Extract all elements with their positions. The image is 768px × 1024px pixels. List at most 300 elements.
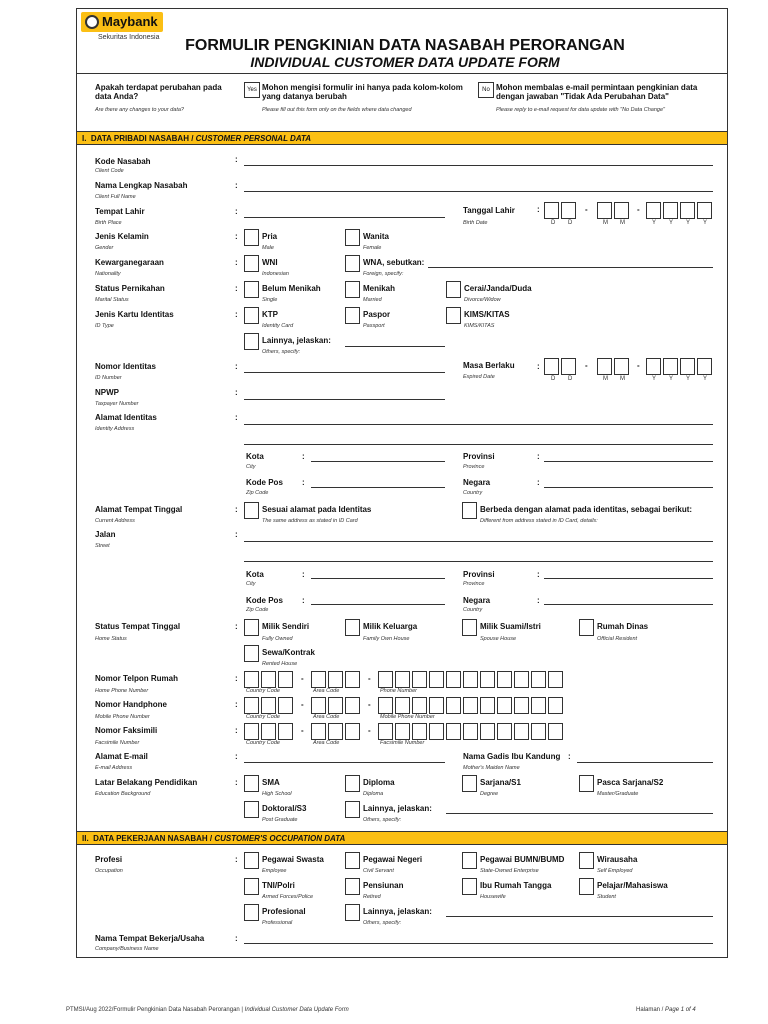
home-phone-label: Nomor Telpon Rumah bbox=[95, 674, 178, 683]
footer-page-label: Halaman / bbox=[636, 1007, 666, 1013]
street-input-2[interactable] bbox=[244, 561, 713, 562]
private-employee-checkbox[interactable] bbox=[244, 852, 259, 869]
fax-pn-box-9[interactable] bbox=[514, 723, 529, 740]
country-label: Negara bbox=[463, 478, 491, 487]
education-label: Latar Belakang Pendidikan bbox=[95, 778, 198, 787]
passport-label-en: Passport bbox=[363, 323, 385, 329]
mobile-phone-label: Nomor Handphone bbox=[95, 700, 167, 709]
home-pn-box-3[interactable] bbox=[412, 671, 427, 688]
birth-place-input[interactable] bbox=[244, 217, 445, 218]
mobile-pn-box-11[interactable] bbox=[548, 697, 563, 714]
s2-checkbox[interactable] bbox=[579, 775, 594, 792]
sma-label: SMA bbox=[262, 778, 280, 787]
colon: : bbox=[302, 570, 305, 579]
sma-label-en: High School bbox=[262, 791, 292, 797]
male-label: Pria bbox=[262, 232, 278, 241]
self-employed-label-en: Self Employed bbox=[597, 868, 633, 874]
mobile-pn-box-5[interactable] bbox=[446, 697, 461, 714]
city-label: Kota bbox=[246, 570, 264, 579]
edu-other-input[interactable] bbox=[446, 813, 713, 814]
mother-name-input[interactable] bbox=[577, 762, 713, 763]
divorced-checkbox[interactable] bbox=[446, 281, 461, 298]
spouse-owned-checkbox[interactable] bbox=[462, 619, 477, 636]
housewife-label-en: Housewife bbox=[480, 894, 506, 900]
owned-label: Milik Sendiri bbox=[262, 622, 310, 631]
fax-pn-box-5[interactable] bbox=[446, 723, 461, 740]
single-label: Belum Menikah bbox=[262, 284, 321, 293]
city-input[interactable] bbox=[311, 461, 445, 462]
fax-pn-box-3[interactable] bbox=[412, 723, 427, 740]
birth-year-box-3[interactable] bbox=[680, 202, 695, 219]
fax-pn-box-6[interactable] bbox=[463, 723, 478, 740]
birth-day-box-2[interactable] bbox=[561, 202, 576, 219]
city-label: Kota bbox=[246, 452, 264, 461]
married-label: Menikah bbox=[363, 284, 396, 293]
edu-other-label: Lainnya, jelaskan: bbox=[363, 804, 432, 813]
birth-place-label-en: Birth Place bbox=[95, 220, 122, 226]
colon: : bbox=[537, 452, 540, 461]
passport-label: Paspor bbox=[363, 310, 391, 319]
s1-label: Sarjana/S1 bbox=[480, 778, 521, 787]
military-police-checkbox[interactable] bbox=[244, 878, 259, 895]
dash: - bbox=[585, 361, 588, 370]
s3-checkbox[interactable] bbox=[244, 801, 259, 818]
home-pn-box-5[interactable] bbox=[446, 671, 461, 688]
email-label-en: E-mail Address bbox=[95, 765, 133, 771]
military-police-label-en: Armed Forces/Police bbox=[262, 894, 314, 900]
expiry-label: Masa Berlaku bbox=[463, 361, 515, 370]
education-label-en: Education Background bbox=[95, 791, 151, 797]
street-label: Jalan bbox=[95, 530, 116, 539]
expiry-label-en: Expired Date bbox=[463, 374, 495, 380]
date-hint-m: M bbox=[603, 220, 608, 226]
zip-label: Kode Pos bbox=[246, 478, 283, 487]
fax-cc-box-1[interactable] bbox=[244, 723, 259, 740]
id-other-checkbox[interactable] bbox=[244, 333, 259, 350]
change-question: Apakah terdapat perubahan pada data Anda? bbox=[95, 83, 222, 101]
dash: - bbox=[301, 700, 304, 709]
birth-day-box-1[interactable] bbox=[544, 202, 559, 219]
country-label: Negara bbox=[463, 596, 491, 605]
private-employee-label-en: Employee bbox=[262, 868, 287, 874]
country-input[interactable] bbox=[544, 604, 713, 605]
housewife-label: Ibu Rumah Tangga bbox=[480, 881, 552, 890]
colon: : bbox=[235, 726, 238, 735]
birth-year-box-4[interactable] bbox=[697, 202, 712, 219]
divorced-label: Cerai/Janda/Duda bbox=[464, 284, 532, 293]
s1-checkbox[interactable] bbox=[462, 775, 477, 792]
female-label-en: Female bbox=[363, 245, 382, 251]
housewife-checkbox[interactable] bbox=[462, 878, 477, 895]
id-other-input[interactable] bbox=[345, 346, 445, 347]
fax-pn-box-2[interactable] bbox=[395, 723, 410, 740]
birth-year-box-1[interactable] bbox=[646, 202, 661, 219]
country-input[interactable] bbox=[544, 487, 713, 488]
student-checkbox[interactable] bbox=[579, 878, 594, 895]
fax-number-hint: Facsimile Number bbox=[380, 740, 425, 746]
military-police-label: TNI/Polri bbox=[262, 881, 295, 890]
mobile-ac-box-3[interactable] bbox=[345, 697, 360, 714]
different-address-label-en: Different from address stated in ID Card, details: bbox=[480, 518, 598, 524]
mobile-pn-box-3[interactable] bbox=[412, 697, 427, 714]
province-label-en: Province bbox=[463, 464, 485, 470]
id-other-label-en: Others, specify: bbox=[262, 349, 301, 355]
form-frame bbox=[76, 8, 728, 958]
province-label: Provinsi bbox=[463, 452, 495, 461]
section-occupation-data bbox=[77, 831, 727, 845]
mother-name-label-en: Mother's Maiden Name bbox=[463, 765, 520, 771]
area-code-hint: Area Code bbox=[313, 714, 340, 720]
date-hint-y: Y bbox=[652, 220, 657, 226]
date-hint-y: Y bbox=[669, 376, 674, 382]
date-hint-y: Y bbox=[686, 220, 691, 226]
wna-checkbox[interactable] bbox=[345, 255, 360, 272]
home-pn-box-8[interactable] bbox=[497, 671, 512, 688]
date-hint-y: Y bbox=[652, 376, 657, 382]
country-label-en: Country bbox=[463, 490, 483, 496]
professional-label: Profesional bbox=[262, 907, 306, 916]
occupation-other-label: Lainnya, jelaskan: bbox=[363, 907, 432, 916]
wni-label-en: Indonesian bbox=[262, 271, 289, 277]
married-checkbox[interactable] bbox=[345, 281, 360, 298]
mobile-ac-box-1[interactable] bbox=[311, 697, 326, 714]
fax-pn-box-8[interactable] bbox=[497, 723, 512, 740]
kims-checkbox[interactable] bbox=[446, 307, 461, 324]
wni-checkbox[interactable] bbox=[244, 255, 259, 272]
retired-label: Pensiunan bbox=[363, 881, 404, 890]
current-address-label: Alamat Tempat Tinggal bbox=[95, 505, 183, 514]
company-name-input[interactable] bbox=[244, 943, 713, 944]
dash: - bbox=[301, 726, 304, 735]
rented-label: Sewa/Kontrak bbox=[262, 648, 315, 657]
s3-label-en: Post Graduate bbox=[262, 817, 298, 823]
colon: : bbox=[235, 284, 238, 293]
mobile-number-hint: Mobile Phone Number bbox=[380, 714, 435, 720]
section-title-en: CUSTOMER PERSONAL DATA bbox=[195, 134, 312, 143]
date-hint-d: D bbox=[551, 220, 556, 226]
marital-status-label: Status Pernikahan bbox=[95, 284, 165, 293]
fax-pn-box-11[interactable] bbox=[548, 723, 563, 740]
gender-label-en: Gender bbox=[95, 245, 114, 251]
id-address-label-en: Identity Address bbox=[95, 426, 135, 432]
colon: : bbox=[235, 155, 238, 164]
s3-label: Doktoral/S3 bbox=[262, 804, 307, 813]
colon: : bbox=[537, 362, 540, 371]
npwp-input[interactable] bbox=[244, 399, 445, 400]
footer-right bbox=[636, 1007, 696, 1013]
divorced-label-en: Divorce/Widow bbox=[464, 297, 501, 303]
id-address-input-2[interactable] bbox=[244, 444, 713, 445]
phone-number-hint: Phone Number bbox=[380, 688, 417, 694]
logo-text: Maybank bbox=[102, 14, 158, 29]
official-resident-checkbox[interactable] bbox=[579, 619, 594, 636]
id-address-input-1[interactable] bbox=[244, 424, 713, 425]
diploma-label: Diploma bbox=[363, 778, 395, 787]
mobile-pn-box-9[interactable] bbox=[514, 697, 529, 714]
colon: : bbox=[235, 413, 238, 422]
home-ac-box-2[interactable] bbox=[328, 671, 343, 688]
date-hint-y: Y bbox=[686, 376, 691, 382]
colon: : bbox=[235, 530, 238, 539]
colon: : bbox=[235, 752, 238, 761]
different-address-checkbox[interactable] bbox=[462, 502, 477, 519]
birth-year-box-2[interactable] bbox=[663, 202, 678, 219]
edu-other-label-en: Others, specify: bbox=[363, 817, 402, 823]
owned-checkbox[interactable] bbox=[244, 619, 259, 636]
zip-label: Kode Pos bbox=[246, 596, 283, 605]
diploma-label-en: Diploma bbox=[363, 791, 384, 797]
area-code-hint: Area Code bbox=[313, 688, 340, 694]
client-code-input[interactable] bbox=[244, 165, 713, 166]
zip-label-en: Zip Code bbox=[246, 490, 269, 496]
fax-label-en: Facsimile Number bbox=[95, 740, 140, 746]
mobile-pn-box-8[interactable] bbox=[497, 697, 512, 714]
section-title-en: CUSTOMER'S OCCUPATION DATA bbox=[214, 834, 346, 843]
retired-checkbox[interactable] bbox=[345, 878, 360, 895]
mobile-ac-box-2[interactable] bbox=[328, 697, 343, 714]
expiry-day-box-2[interactable] bbox=[561, 358, 576, 375]
section-title: DATA PRIBADI NASABAH / bbox=[90, 134, 196, 143]
city-input[interactable] bbox=[311, 578, 445, 579]
colon: : bbox=[537, 478, 540, 487]
professional-checkbox[interactable] bbox=[244, 904, 259, 921]
home-pn-box-11[interactable] bbox=[548, 671, 563, 688]
mobile-pn-box-2[interactable] bbox=[395, 697, 410, 714]
full-name-label: Nama Lengkap Nasabah bbox=[95, 181, 188, 190]
id-number-label: Nomor Identitas bbox=[95, 362, 156, 371]
mobile-phone-label-en: Mobile Phone Number bbox=[95, 714, 150, 720]
dash: - bbox=[637, 205, 640, 214]
fax-cc-box-2[interactable] bbox=[261, 723, 276, 740]
npwp-label: NPWP bbox=[95, 388, 119, 397]
family-owned-checkbox[interactable] bbox=[345, 619, 360, 636]
expiry-month-box-1[interactable] bbox=[597, 358, 612, 375]
home-pn-box-2[interactable] bbox=[395, 671, 410, 688]
family-owned-label: Milik Keluarga bbox=[363, 622, 418, 631]
home-cc-box-1[interactable] bbox=[244, 671, 259, 688]
colon: : bbox=[235, 622, 238, 631]
home-ac-box-1[interactable] bbox=[311, 671, 326, 688]
home-cc-box-2[interactable] bbox=[261, 671, 276, 688]
form-title: FORMULIR PENGKINIAN DATA NASABAH PERORANGAN bbox=[185, 37, 625, 54]
mobile-cc-box-3[interactable] bbox=[278, 697, 293, 714]
home-pn-box-4[interactable] bbox=[429, 671, 444, 688]
wna-specify-input[interactable] bbox=[428, 267, 713, 268]
mobile-pn-box-7[interactable] bbox=[480, 697, 495, 714]
province-input[interactable] bbox=[544, 461, 713, 462]
home-pn-box-7[interactable] bbox=[480, 671, 495, 688]
colon: : bbox=[235, 505, 238, 514]
fax-ac-box-3[interactable] bbox=[345, 723, 360, 740]
single-checkbox[interactable] bbox=[244, 281, 259, 298]
colon: : bbox=[235, 855, 238, 864]
id-number-label-en: ID Number bbox=[95, 375, 122, 381]
id-type-label: Jenis Kartu Identitas bbox=[95, 310, 174, 319]
fax-pn-box-4[interactable] bbox=[429, 723, 444, 740]
home-pn-box-1[interactable] bbox=[378, 671, 393, 688]
home-status-label: Status Tempat Tinggal bbox=[95, 622, 181, 631]
date-hint-m: M bbox=[620, 376, 625, 382]
date-hint-m: M bbox=[620, 220, 625, 226]
street-input-1[interactable] bbox=[244, 541, 713, 542]
colon: : bbox=[537, 596, 540, 605]
male-checkbox[interactable] bbox=[244, 229, 259, 246]
home-pn-box-10[interactable] bbox=[531, 671, 546, 688]
fax-pn-box-1[interactable] bbox=[378, 723, 393, 740]
email-input[interactable] bbox=[244, 762, 445, 763]
dash: - bbox=[301, 674, 304, 683]
colon: : bbox=[235, 700, 238, 709]
fax-cc-box-3[interactable] bbox=[278, 723, 293, 740]
mobile-cc-box-2[interactable] bbox=[261, 697, 276, 714]
date-hint-d: D bbox=[551, 376, 556, 382]
province-label-en: Province bbox=[463, 581, 485, 587]
no-checkbox[interactable]: No bbox=[478, 82, 494, 98]
date-hint-d: D bbox=[568, 376, 573, 382]
home-phone-label-en: Home Phone Number bbox=[95, 688, 149, 694]
home-pn-box-9[interactable] bbox=[514, 671, 529, 688]
family-owned-label-en: Family Own House bbox=[363, 636, 410, 642]
birth-date-label: Tanggal Lahir bbox=[463, 206, 515, 215]
fax-label: Nomor Faksimili bbox=[95, 726, 158, 735]
mobile-pn-box-1[interactable] bbox=[378, 697, 393, 714]
nationality-label: Kewarganegaraan bbox=[95, 258, 164, 267]
colon: : bbox=[302, 478, 305, 487]
sma-checkbox[interactable] bbox=[244, 775, 259, 792]
expiry-day-box-1[interactable] bbox=[544, 358, 559, 375]
rented-label-en: Rented House bbox=[262, 661, 298, 667]
mobile-pn-box-6[interactable] bbox=[463, 697, 478, 714]
maybank-logo bbox=[81, 12, 163, 32]
colon: : bbox=[235, 362, 238, 371]
expiry-year-box-4[interactable] bbox=[697, 358, 712, 375]
edu-other-checkbox[interactable] bbox=[345, 801, 360, 818]
home-status-label-en: Home Status bbox=[95, 636, 127, 642]
occupation-other-label-en: Others, specify: bbox=[363, 920, 402, 926]
marital-status-label-en: Marital Status bbox=[95, 297, 129, 303]
yes-text: Mohon mengisi formulir ini hanya pada kolom-kolom yang datanya berubah bbox=[262, 83, 463, 101]
colon: : bbox=[235, 674, 238, 683]
birth-month-box-2[interactable] bbox=[614, 202, 629, 219]
civil-servant-label-en: Civil Servant bbox=[363, 868, 394, 874]
date-hint-d: D bbox=[568, 220, 573, 226]
date-hint-y: Y bbox=[703, 220, 708, 226]
colon: : bbox=[537, 205, 540, 214]
civil-servant-checkbox[interactable] bbox=[345, 852, 360, 869]
home-pn-box-6[interactable] bbox=[463, 671, 478, 688]
wna-label-en: Foreign, specify: bbox=[363, 271, 404, 277]
section-number: II. bbox=[82, 834, 89, 843]
expiry-year-box-3[interactable] bbox=[680, 358, 695, 375]
diploma-checkbox[interactable] bbox=[345, 775, 360, 792]
expiry-month-box-2[interactable] bbox=[614, 358, 629, 375]
official-resident-label-en: Official Resident bbox=[597, 636, 638, 642]
country-code-hint: Country Code bbox=[246, 688, 280, 694]
kims-label-en: KIMS/KITAS bbox=[464, 323, 495, 329]
colon: : bbox=[235, 934, 238, 943]
occupation-label: Profesi bbox=[95, 855, 123, 864]
ktp-checkbox[interactable] bbox=[244, 307, 259, 324]
yes-text-en: Please fill out this form only on the fields where data changed bbox=[262, 107, 412, 113]
fax-pn-box-7[interactable] bbox=[480, 723, 495, 740]
id-type-label-en: ID Type bbox=[95, 323, 114, 329]
dash: - bbox=[368, 726, 371, 735]
dash: - bbox=[585, 205, 588, 214]
female-checkbox[interactable] bbox=[345, 229, 360, 246]
professional-label-en: Professional bbox=[262, 920, 293, 926]
same-address-label: Sesuai alamat pada Identitas bbox=[262, 505, 372, 514]
country-label-en: Country bbox=[463, 607, 483, 613]
occupation-other-input[interactable] bbox=[446, 916, 713, 917]
rented-checkbox[interactable] bbox=[244, 645, 259, 662]
fax-ac-box-1[interactable] bbox=[311, 723, 326, 740]
id-number-input[interactable] bbox=[244, 372, 445, 373]
colon: : bbox=[235, 310, 238, 319]
s2-label-en: Master/Graduate bbox=[597, 791, 639, 797]
yes-checkbox[interactable]: Yes bbox=[244, 82, 260, 98]
bumn-label-en: State-Owned Enterprise bbox=[480, 868, 539, 874]
mobile-pn-box-4[interactable] bbox=[429, 697, 444, 714]
colon: : bbox=[235, 181, 238, 190]
self-employed-checkbox[interactable] bbox=[579, 852, 594, 869]
province-input[interactable] bbox=[544, 578, 713, 579]
occupation-label-en: Occupation bbox=[95, 868, 123, 874]
zip-input[interactable] bbox=[311, 604, 445, 605]
official-resident-label: Rumah Dinas bbox=[597, 622, 649, 631]
zip-input[interactable] bbox=[311, 487, 445, 488]
full-name-label-en: Client Full Name bbox=[95, 194, 136, 200]
city-label-en: City bbox=[246, 581, 256, 587]
fax-ac-box-2[interactable] bbox=[328, 723, 343, 740]
same-address-checkbox[interactable] bbox=[244, 502, 259, 519]
expiry-year-box-1[interactable] bbox=[646, 358, 661, 375]
bumn-checkbox[interactable] bbox=[462, 852, 477, 869]
birth-month-box-1[interactable] bbox=[597, 202, 612, 219]
mother-name-label: Nama Gadis Ibu Kandung bbox=[463, 752, 561, 761]
civil-servant-label: Pegawai Negeri bbox=[363, 855, 423, 864]
no-text: Mohon membalas e-mail permintaan pengkinian data dengan jawaban "Tidak Ada Perubahan Data" bbox=[496, 83, 698, 101]
logo-subtitle: Sekuritas Indonesia bbox=[98, 34, 160, 41]
company-name-label-en: Company/Business Name bbox=[95, 946, 159, 952]
female-label: Wanita bbox=[363, 232, 389, 241]
email-label: Alamat E-mail bbox=[95, 752, 148, 761]
colon: : bbox=[537, 570, 540, 579]
home-cc-box-3[interactable] bbox=[278, 671, 293, 688]
kims-label: KIMS/KITAS bbox=[464, 310, 510, 319]
colon: : bbox=[235, 388, 238, 397]
full-name-input[interactable] bbox=[244, 191, 713, 192]
fax-pn-box-10[interactable] bbox=[531, 723, 546, 740]
date-hint-y: Y bbox=[703, 376, 708, 382]
mobile-pn-box-10[interactable] bbox=[531, 697, 546, 714]
passport-checkbox[interactable] bbox=[345, 307, 360, 324]
nationality-label-en: Nationality bbox=[95, 271, 121, 277]
colon: : bbox=[235, 778, 238, 787]
change-question-en: Are there any changes to your data? bbox=[95, 107, 184, 113]
home-ac-box-3[interactable] bbox=[345, 671, 360, 688]
gender-label: Jenis Kelamin bbox=[95, 232, 149, 241]
footer-form-name: Individual Customer Data Update Form bbox=[244, 1007, 349, 1013]
student-label-en: Student bbox=[597, 894, 616, 900]
colon: : bbox=[302, 596, 305, 605]
mobile-cc-box-1[interactable] bbox=[244, 697, 259, 714]
spouse-owned-label: Milik Suami/Istri bbox=[480, 622, 541, 631]
expiry-year-box-2[interactable] bbox=[663, 358, 678, 375]
dash: - bbox=[368, 674, 371, 683]
occupation-other-checkbox[interactable] bbox=[345, 904, 360, 921]
colon: : bbox=[235, 207, 238, 216]
wni-label: WNI bbox=[262, 258, 278, 267]
